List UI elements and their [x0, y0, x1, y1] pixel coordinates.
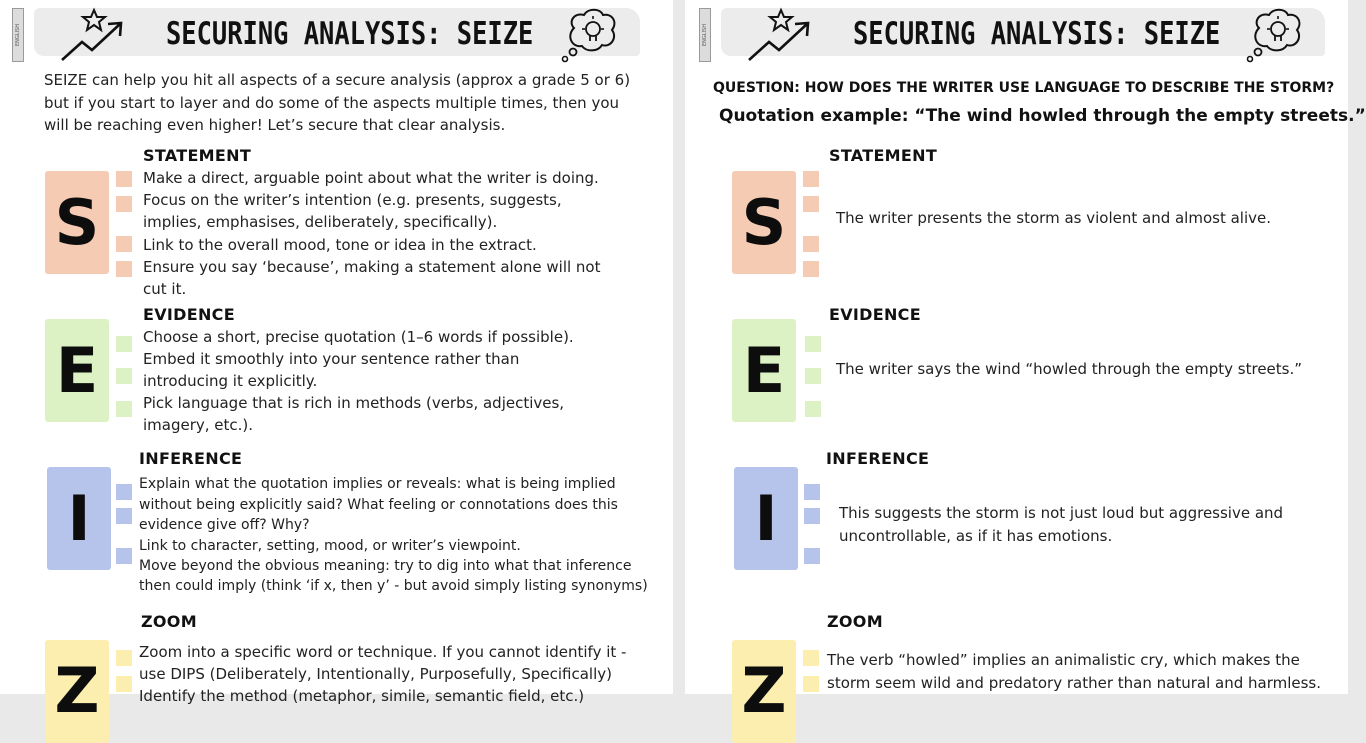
i-marker [804, 548, 820, 564]
growth-arrow-star-icon [58, 6, 128, 64]
zoom-heading: ZOOM [141, 612, 197, 631]
e-letter-block: E [45, 319, 109, 422]
page-title: SECURING ANALYSIS: SEIZE [853, 16, 1221, 52]
z-marker [116, 650, 132, 666]
s-marker [803, 236, 819, 252]
lightbulb-icon [1243, 8, 1307, 66]
i-marker [116, 508, 132, 524]
zoom-point: use DIPS (Deliberately, Intentionally, Purposefully, Specifically) [139, 665, 612, 683]
statement-point: Ensure you say ‘because’, making a statement alone will not [143, 258, 601, 276]
intro-paragraph: SEIZE can help you hit all aspects of a secure analysis (approx a grade 5 or 6) but if you start to layer and do some of the aspects multiple times, then you will be reaching even higher! Let’s secure that clear analysis. [44, 71, 631, 134]
z-marker [116, 676, 132, 692]
inference-heading: INFERENCE [139, 449, 243, 468]
inference-point: evidence give off? Why? [139, 517, 310, 533]
s-letter-block: S [45, 171, 109, 274]
growth-arrow-star-icon [745, 6, 815, 64]
e-marker [116, 336, 132, 352]
statement-point: cut it. [143, 280, 187, 298]
s-marker [116, 236, 132, 252]
evidence-point: Pick language that is rich in methods (verbs, adjectives, [143, 394, 565, 412]
question-line: QUESTION: HOW DOES THE WRITER USE LANGUAGE TO DESCRIBE THE STORM? [713, 80, 1335, 96]
right-page [685, 0, 1366, 727]
evidence-heading: EVIDENCE [143, 305, 235, 324]
evidence-point: Choose a short, precise quotation (1–6 words if possible). [143, 328, 574, 346]
zoom-answer: The verb “howled” implies an animalistic cry, which makes the storm seem wild and predatory rather than natural and harmless. [827, 651, 1322, 692]
i-marker [804, 508, 820, 524]
e-marker [116, 401, 132, 417]
s-marker [116, 196, 132, 212]
z-letter-block: Z [45, 640, 109, 743]
e-marker [805, 336, 821, 352]
i-marker [116, 548, 132, 564]
english-badge: ENGLISH [699, 8, 711, 62]
page-title: SECURING ANALYSIS: SEIZE [166, 16, 534, 52]
evidence-point: Embed it smoothly into your sentence rather than [143, 350, 520, 368]
statement-point: Focus on the writer’s intention (e.g. presents, suggests, [143, 191, 562, 209]
e-marker [116, 368, 132, 384]
statement-heading: STATEMENT [143, 146, 252, 165]
e-marker [805, 368, 821, 384]
i-letter-block: I [47, 467, 111, 570]
inference-point: without being explicitly said? What feeling or connotations does this [139, 497, 618, 513]
z-letter-block: Z [732, 640, 796, 743]
lightbulb-icon [558, 8, 622, 66]
e-letter-block: E [732, 319, 796, 422]
e-marker [805, 401, 821, 417]
s-letter-block: S [732, 171, 796, 274]
statement-point: implies, emphasises, deliberately, specifically). [143, 213, 498, 231]
inference-point: Link to character, setting, mood, or writer’s viewpoint. [139, 538, 521, 554]
s-marker [116, 171, 132, 187]
zoom-point: Zoom into a specific word or technique. If you cannot identify it - [139, 643, 627, 661]
statement-point: Link to the overall mood, tone or idea in the extract. [143, 236, 537, 254]
s-marker [803, 261, 819, 277]
left-page [0, 0, 673, 727]
i-letter-block: I [734, 467, 798, 570]
i-marker [116, 484, 132, 500]
s-marker [116, 261, 132, 277]
evidence-answer: The writer says the wind “howled through the empty streets.” [836, 360, 1303, 378]
evidence-point: introducing it explicitly. [143, 372, 318, 390]
z-marker [803, 676, 819, 692]
s-marker [803, 171, 819, 187]
zoom-heading: ZOOM [827, 612, 883, 631]
evidence-point: imagery, etc.). [143, 416, 254, 434]
z-marker [803, 650, 819, 666]
s-marker [803, 196, 819, 212]
statement-point: Make a direct, arguable point about what the writer is doing. [143, 169, 599, 187]
i-marker [804, 484, 820, 500]
statement-answer: The writer presents the storm as violent and almost alive. [836, 209, 1272, 227]
quotation-example: Quotation example: “The wind howled through the empty streets.” [719, 106, 1366, 126]
english-badge: ENGLISH [12, 8, 24, 62]
statement-heading: STATEMENT [829, 146, 938, 165]
inference-heading: INFERENCE [826, 449, 930, 468]
inference-answer: This suggests the storm is not just loud but aggressive and uncontrollable, as if it has emotions. [839, 504, 1284, 545]
zoom-point: Identify the method (metaphor, simile, semantic field, etc.) [139, 687, 585, 705]
evidence-heading: EVIDENCE [829, 305, 921, 324]
inference-point: then could imply (think ‘if x, then y’ - but avoid simply listing synonyms) [139, 578, 648, 594]
inference-point: Move beyond the obvious meaning: try to dig into what that inference [139, 558, 632, 574]
inference-point: Explain what the quotation implies or reveals: what is being implied [139, 476, 616, 492]
